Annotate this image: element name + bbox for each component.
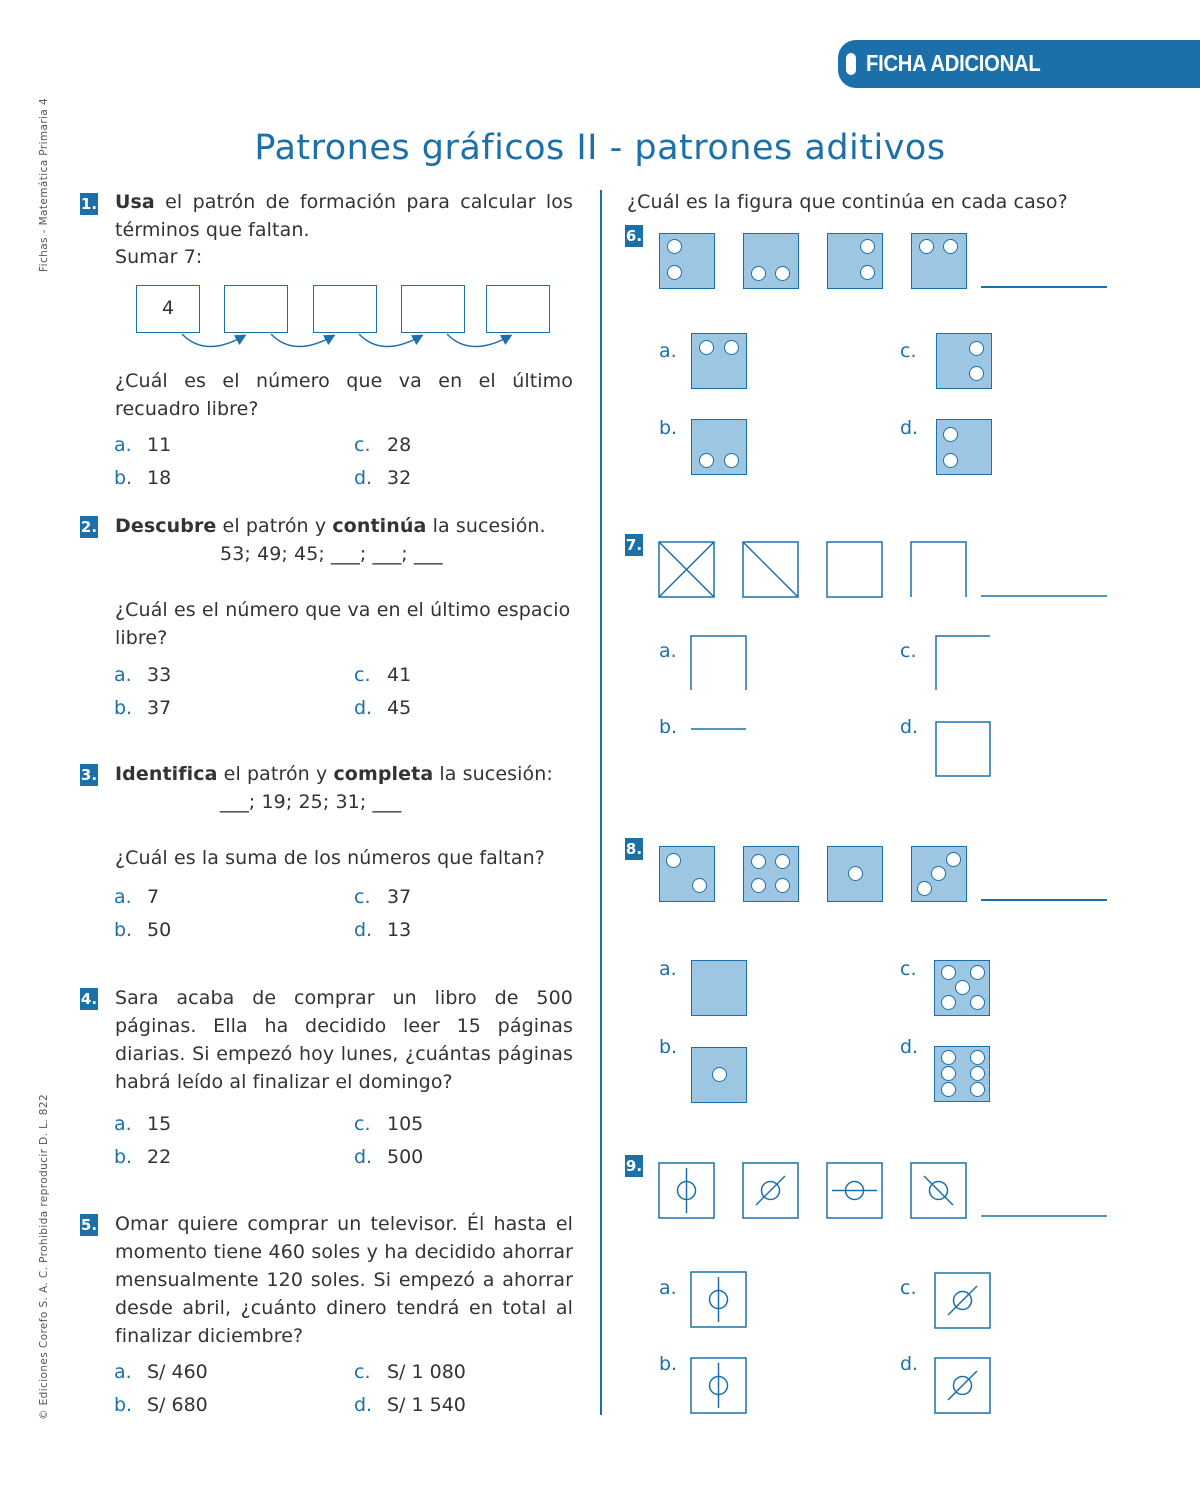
q2-statement: Descubre el patrón y continúa la sucesión. bbox=[115, 515, 546, 537]
q3-option-d[interactable]: d. 13 bbox=[354, 919, 412, 941]
q5-option-b[interactable]: b. S/ 680 bbox=[114, 1394, 208, 1416]
ficha-badge: FICHA ADICIONAL bbox=[866, 50, 1041, 76]
page-title: Patrones gráficos II - patrones aditivos bbox=[254, 128, 946, 168]
question-number-2: 2. bbox=[80, 518, 98, 536]
q3-option-b[interactable]: b. 50 bbox=[114, 919, 172, 941]
q5-option-a[interactable]: a. S/ 460 bbox=[114, 1361, 208, 1383]
q5-option-c[interactable]: c. S/ 1 080 bbox=[354, 1361, 466, 1383]
q4-statement: Sara acaba de comprar un libro de 500 páginas. Ella ha decidido leer 15 páginas diarias. Si empezó hoy lunes, ¿cuántas páginas habrá leído al finalizar el domingo? bbox=[115, 987, 573, 1093]
q3-option-a[interactable]: a. 7 bbox=[114, 886, 160, 908]
q1-option-a[interactable]: a. 11 bbox=[114, 434, 172, 456]
q8-letter-a: a. bbox=[659, 958, 677, 980]
q9-option-c[interactable] bbox=[932, 1270, 994, 1332]
question-number-6: 6. bbox=[625, 227, 643, 245]
q3-statement: Identifica el patrón y completa la sucesión: bbox=[115, 763, 553, 785]
q7-letter-c: c. bbox=[900, 640, 917, 662]
q8-letter-d: d. bbox=[900, 1036, 919, 1058]
q4-option-b[interactable]: b. 22 bbox=[114, 1146, 172, 1168]
q3-option-c[interactable]: c. 37 bbox=[354, 886, 412, 908]
q6-letter-c: c. bbox=[900, 340, 917, 362]
q4-option-d[interactable]: d. 500 bbox=[354, 1146, 424, 1168]
q1-text: el patrón de formación para calcular los términos que faltan. bbox=[115, 191, 573, 241]
q2-question: ¿Cuál es el número que va en el último espacio libre? bbox=[115, 599, 571, 649]
q7-letter-a: a. bbox=[659, 640, 677, 662]
question-number-7: 7. bbox=[625, 536, 643, 554]
q9-figure-3 bbox=[827, 1163, 882, 1218]
q5-statement: Omar quiere comprar un televisor. Él hasta el momento tiene 460 soles y ha decidido ahorrar mensualmente 120 soles. Si empezó a ahorrar desde abril, ¿cuánto dinero tendrá en total al finalizar diciembre? bbox=[115, 1213, 573, 1347]
side-caption-bottom: © Ediciones Corefo S. A. C. Prohibida reproducir D. L. 822 bbox=[38, 1093, 50, 1420]
side-caption-top: Fichas - Matemática Primaria 4 bbox=[38, 97, 50, 272]
q2-option-a[interactable]: a. 33 bbox=[114, 664, 172, 686]
q3-question: ¿Cuál es la suma de los números que faltan? bbox=[115, 847, 545, 869]
q7-letter-b: b. bbox=[659, 716, 678, 738]
question-number-8: 8. bbox=[625, 840, 643, 858]
question-number-3: 3. bbox=[80, 766, 98, 784]
q8-letter-b: b. bbox=[659, 1036, 678, 1058]
question-number-1: 1. bbox=[80, 195, 98, 213]
q3-sequence: ___; 19; 25; 31; ___ bbox=[220, 791, 402, 813]
question-number-4: 4. bbox=[80, 990, 98, 1008]
q2-option-c[interactable]: c. 41 bbox=[354, 664, 412, 686]
q9-figure-4 bbox=[911, 1163, 966, 1218]
q4-option-a[interactable]: a. 15 bbox=[114, 1113, 172, 1135]
q2-option-b[interactable]: b. 37 bbox=[114, 697, 172, 719]
q6-letter-d: d. bbox=[900, 417, 919, 439]
q9-option-d[interactable] bbox=[932, 1355, 994, 1417]
q1-question: ¿Cuál es el número que va en el último recuadro libre? bbox=[115, 370, 573, 420]
sequence-box-1: 4 bbox=[136, 285, 200, 333]
q2-option-d[interactable]: d. 45 bbox=[354, 697, 412, 719]
q9-option-a[interactable] bbox=[688, 1269, 750, 1331]
q6-letter-a: a. bbox=[659, 340, 677, 362]
q9-figure-2 bbox=[743, 1163, 798, 1218]
q9-option-b[interactable] bbox=[688, 1355, 750, 1417]
q9-figure-1 bbox=[659, 1163, 714, 1218]
q4-option-c[interactable]: c. 105 bbox=[354, 1113, 424, 1135]
q9-letter-a: a. bbox=[659, 1277, 677, 1299]
question-number-9: 9. bbox=[625, 1157, 643, 1175]
q2-sequence: 53; 49; 45; ___; ___; ___ bbox=[220, 543, 443, 565]
right-intro: ¿Cuál es la figura que continúa en cada caso? bbox=[627, 191, 1068, 213]
q1-rule: Sumar 7: bbox=[115, 246, 203, 268]
q1-option-c[interactable]: c. 28 bbox=[354, 434, 412, 456]
q9-letter-c: c. bbox=[900, 1277, 917, 1299]
q1-option-d[interactable]: d. 32 bbox=[354, 467, 412, 489]
q5-option-d[interactable]: d. S/ 1 540 bbox=[354, 1394, 466, 1416]
q1-verb: Usa bbox=[115, 191, 155, 213]
q8-letter-c: c. bbox=[900, 958, 917, 980]
q1-option-b[interactable]: b. 18 bbox=[114, 467, 172, 489]
q6-letter-b: b. bbox=[659, 417, 678, 439]
q9-letter-b: b. bbox=[659, 1353, 678, 1375]
q7-letter-d: d. bbox=[900, 716, 919, 738]
q9-letter-d: d. bbox=[900, 1353, 919, 1375]
question-number-5: 5. bbox=[80, 1216, 98, 1234]
